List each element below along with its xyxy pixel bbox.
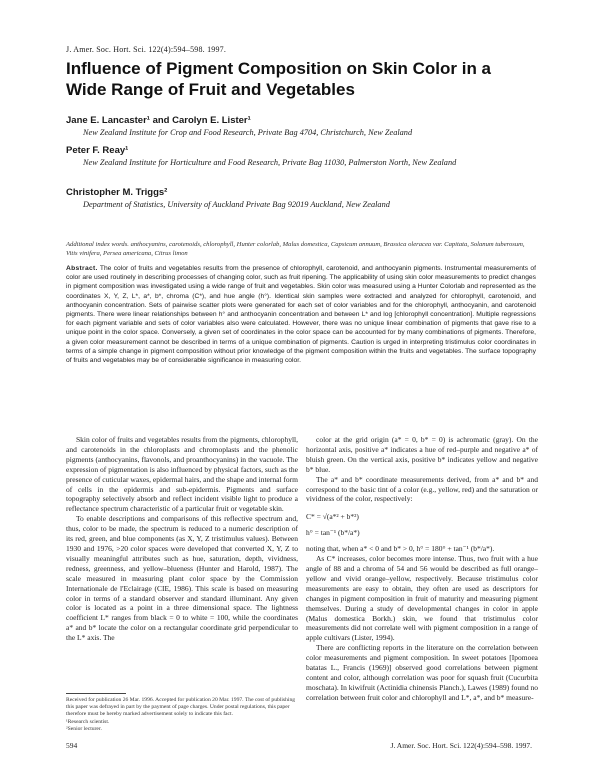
footer-journal-citation: J. Amer. Soc. Hort. Sci. 122(4):594–598. 1997. [390,741,532,750]
equation-chroma: C* = √(a*² + b*²) [306,512,359,522]
footnotes [66,697,298,733]
abstract-label: Abstract. [66,265,98,272]
footnote-senior-lecturer: ²Senior lecturer. [66,725,102,732]
body-right-column [306,435,538,703]
paper-title: Influence of Pigment Composition on Skin Color in a Wide Range of Fruit and Vegetables [66,59,492,99]
body-paragraph: color at the grid origin (a* = 0, b* = 0) is achromatic (gray). On the horizontal axis, positive a* indicates a hue of red–purple and negative a* of bluish green. On the vertical axis, positive b* indicates yellow and negative b* blue. [306,435,538,474]
author-affiliation: Department of Statistics, University of Auckland Private Bag 92019 Auckland, New Zealand [83,200,390,209]
abstract-text: The color of fruits and vegetables results from the presence of chlorophyll, carotenoid, and anthocyanin pigments. Instrumental measurements of color are used routinely in describing processes of changing color, such as fruit ripening. The applicability of using skin color measurements to predict changes in pigment composition was investigated using a wide range of fruit and vegetables. Skin color was measured using a Hunter Colorlab and represented as the coordinates X, Y, Z, L*, a*, b*, chroma (C*), and hue angle (h°). Identical skin samples were extracted and analyzed for chlorophyll, carotenoid, and anthocyanin concentration. Sets of pairwise scatter plots were generated for each set of color variables and for the chlorophyll, anthocyanin, and carotenoid pigments. There were linear relationships between h° and anthocyanin concentration and between L* and log [chlorophyll concentration]. Multiple regressions for each pigment variable and sets of color variables also were calculated. However, there was no unique linear combination of pigments that gave rise to a unique point in the color space. Conversely, a given set of coordinates in the color space can be accounted for by many combinations of pigments. Therefore, a given color measurement cannot be described in terms of a unique combination of pigments. Caution is urged in interpreting tristimulus color coordinates in terms of a simple change in pigment composition without prior knowledge of the pigment composition within the fruits and vegetables. The surface topography of fruits and vegetables may be of considerable significance in measuring color. [66,265,536,365]
footnote-divider [66,693,126,694]
author-line: Jane E. Lancaster¹ and Carolyn E. Lister¹ [66,115,251,126]
footnote-research-scientist: ¹Research scientist. [66,718,110,725]
body-paragraph: noting that, when a* < 0 and b* > 0, h° = 180° + tan⁻¹ (b*/a*). [306,544,495,554]
abstract [66,264,536,365]
body-paragraph: As C* increases, color becomes more intense. Thus, two fruit with a hue angle of 88 and a chroma of 54 and 56 would be described as full orange–yellow and vivid orange–yellow, respectively. Because tristimulus color measurements are easy to obtain, they often are used as descriptors for changes in pigment composition in fruit of maturity and measuring pigment themselves. During a study of developmental changes in color in apple (Malus domestica Borkh.) skin, we found that tristimulus color measurements did not correlate well with pigment composition in a range of apple cultivars (Lister, 1994). [306,554,538,643]
body-paragraph: There are conflicting reports in the literature on the correlation between color measurements and pigment composition. In sweet potatoes [Ipomoea batatas L., Francis (1969)] observed good correlations between pigment content and color, although correlation was poor for squash fruit (Cucurbita moschata). In kiwifruit (Actinidia chinensis Planch.), Lawes (1989) found no correlation between fruit color and chlorophyll and L*, a*, and b* measure- [306,643,538,702]
body-left-column [66,435,298,643]
body-paragraph: Skin color of fruits and vegetables results from the pigments, chlorophyll, and carotenoids in the chloroplasts and chromoplasts and the phenolic pigments (anthocyanins, flavonols, and proanthocyanins) in the vacuole. The expression of pigmentation is also influenced by physical factors, such as the presence of cuticular waxes, epidermal hairs, and the shape and internal form of cells in the epidermis and sub-epidermis. Pigments and surface topography selectively absorb and reflect incident visible light to produce a reflectance spectrum characteristic of a particular fruit or vegetable skin. [66,435,298,514]
journal-citation: J. Amer. Soc. Hort. Sci. 122(4):594–598. 1997. [66,45,227,54]
footnote-received: Received for publication 26 Mar. 1996. Accepted for publication 20 Mar. 1997. The cost of publishing this paper was defrayed in part by the payment of page charges. Under postal regulations, this paper therefore must be hereby marked advertisement solely to indicate this fact. [66,697,296,718]
author-affiliation: New Zealand Institute for Crop and Food Research, Private Bag 4704, Christchurch, New Zealand [83,128,413,137]
author-line: Christopher M. Triggs² [66,187,168,198]
author-affiliation: New Zealand Institute for Horticulture and Food Research, Private Bag 11030, Palmerston North, New Zealand [83,158,457,167]
body-paragraph: The a* and b* coordinate measurements derived, from a* and b* and correspond to the basic tint of a color (e.g., yellow, red) and the saturation or vividness of the color, respectively: [306,474,538,504]
equation-hue: h° = tan⁻¹ (b*/a*) [306,528,360,538]
keywords: Additional index words. anthocyanins, carotenoids, chlorophyll, Hunter colorlab, Malus domestica, Capsicum annuum, Brassica oleracea var. Capitata, Solanum tuberosum, Vitis vinifera, Persea americana, Citrus limon [66,241,525,257]
author-line: Peter F. Reay¹ [66,145,129,156]
body-paragraph: To enable descriptions and comparisons of this reflective spectrum and, thus, color to be made, the spectrum is reduced to a numeric description of its red, green, and blue components (as X, Y, Z tristimulus values). Between 1930 and 1976, >20 color spaces were developed that converted X, Y, Z to visually meaningful attributes such as hue, saturation, depth, vividness, redness, greenness, and yellow–blueness (Hunter and Harold, 1987). The scale measured in measuring plant color space by the Commission Internationale de l'Eclairage (CIE, 1986). This scale is based on measuring color in terms of a standard observer and standard illuminant. Any given color is located as a point in a three dimensional space. The lightness coefficient L* ranges from black = 0 to white = 100, while the coordinates a* and b* locate the color on a rectangular coordinate grid perpendicular to the L* axis. The [66,514,298,643]
page-number: 594 [66,741,78,750]
